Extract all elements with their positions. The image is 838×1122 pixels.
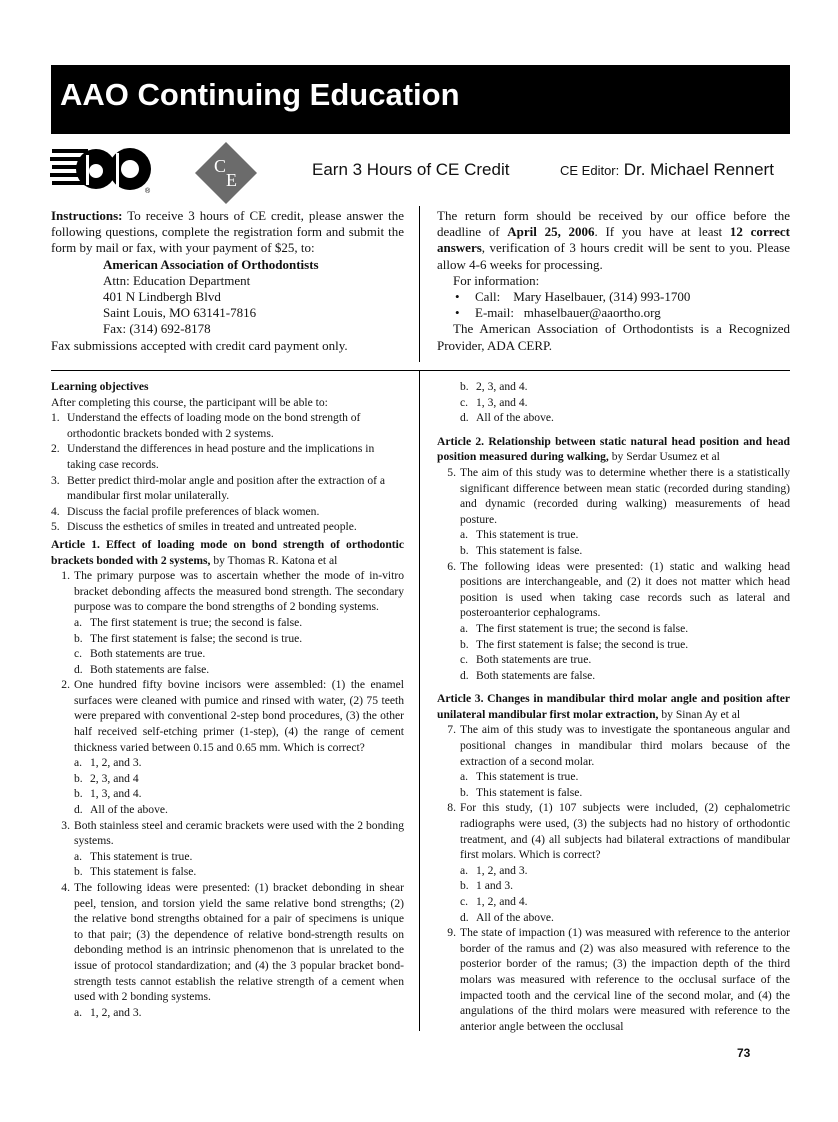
question-6 [437, 559, 790, 684]
street-line: 401 N Lindbergh Blvd [103, 289, 221, 305]
answer-option [51, 646, 404, 662]
answer-option [437, 863, 790, 879]
option-letter: b. [74, 771, 83, 785]
option-letter: b. [460, 637, 469, 651]
body-column-divider [419, 371, 420, 1031]
column-divider [419, 206, 420, 362]
objectives-list [51, 410, 404, 535]
option-letter: a. [460, 528, 469, 542]
option-text: The first statement is true; the second is false. [90, 615, 303, 629]
option-letter: d. [74, 662, 83, 676]
answer-option [437, 785, 790, 801]
option-letter: c. [460, 895, 469, 908]
objectives-heading: Learning objectives [51, 380, 149, 393]
instructions-lead: Instructions: [51, 208, 123, 223]
question-4-continued [437, 379, 790, 426]
option-text: The first statement is false; the second is true. [90, 631, 303, 645]
objective-text: Better predict third-molar angle and position after the extraction of a mandibular first molar unilaterally. [67, 473, 386, 503]
org-name: American Association of Orthodontists [103, 256, 319, 272]
objective-number: 2. [51, 442, 60, 456]
contact-call: • Call: Mary Haselbauer, (314) 993-1700 [437, 289, 790, 305]
article-1-author: by Thomas R. Katona et al [210, 553, 338, 567]
option-letter: a. [460, 770, 469, 784]
option-letter: b. [460, 879, 469, 893]
objective-text: Discuss the esthetics of smiles in treated and untreated people. [67, 520, 357, 534]
option-text: All of the above. [90, 803, 168, 817]
option-text: This statement is false. [90, 865, 197, 879]
return-info-block [437, 208, 790, 354]
ce-logo-icon [193, 140, 259, 206]
objective-item [51, 441, 404, 472]
objective-item [51, 473, 404, 504]
option-text: 2, 3, and 4. [476, 380, 528, 393]
answer-option [437, 543, 790, 559]
objective-text: Understand the effects of loading mode on the bond strength of orthodontic brackets bonded with 2 systems. [67, 411, 361, 440]
question-text: Both stainless steel and ceramic brackets were used with the 2 bonding systems. [74, 818, 404, 848]
option-letter: a. [460, 863, 469, 877]
answer-option [437, 527, 790, 543]
body-right-column [437, 379, 790, 1034]
attn-line: Attn: Education Department [103, 272, 251, 288]
question-number: 9. [447, 926, 456, 940]
objective-number: 1. [51, 411, 60, 425]
fax-line: Fax: (314) 692-8178 [103, 321, 211, 337]
return-text-3: , verification of 3 hours credit will be sent to you. Please allow 4-6 weeks for processing. [437, 240, 790, 272]
option-text: 2, 3, and 4 [90, 771, 139, 785]
question-text: The aim of this study was to determine whether there is a statistically significant difference between mean static (recorded during standing) and dynamic (recorded during walking) measurements of head posture. [460, 465, 790, 526]
article-3-heading [437, 691, 790, 722]
objective-number: 4. [51, 504, 60, 518]
question-text: The aim of this study was to investigate the spontaneous angular and positional changes in mandibular third molars because of the extraction of a second molar. [460, 723, 790, 768]
answer-option [51, 615, 404, 631]
provider-note: The American Association of Orthodontists is a Recognized Provider, ADA CERP. [437, 321, 790, 353]
article-2-title: Article 2. Relationship between static natural head position and head position measured during walking, [437, 434, 790, 464]
earn-credit-heading: Earn 3 Hours of CE Credit [312, 160, 510, 179]
option-letter: c. [460, 653, 469, 667]
option-letter: b. [460, 543, 469, 557]
article-3-title: Article 3. Changes in mandibular third molar angle and position after unilateral mandibular first molar extraction, [437, 692, 790, 721]
answer-option [51, 849, 404, 865]
option-text: 1, 2, and 3. [90, 1005, 142, 1019]
option-letter: b. [460, 380, 469, 393]
answer-option [437, 379, 790, 395]
question-4 [51, 880, 404, 1020]
article-3-author: by Sinan Ay et al [658, 707, 741, 721]
answer-option [51, 662, 404, 678]
option-letter: b. [74, 787, 83, 801]
instructions-text: To receive 3 hours of CE credit, please answer the following questions, complete the registration form and submit the form by mail or fax, with your payment of $25, to: [51, 208, 405, 256]
correct-answers: 12 correct answers [437, 224, 791, 256]
option-text: 1, 3, and 4. [476, 395, 528, 409]
svg-text:®: ® [145, 188, 151, 195]
option-letter: d. [460, 910, 469, 924]
page-number: 73 [737, 1046, 751, 1060]
question-number: 1. [61, 569, 70, 583]
question-number: 6. [447, 559, 456, 573]
article-2-author: by Serdar Usumez et al [608, 450, 720, 464]
option-text: This statement is true. [476, 528, 579, 542]
objective-number: 5. [51, 520, 60, 534]
answer-option [437, 878, 790, 894]
answer-option [51, 771, 404, 787]
instructions-block [51, 208, 404, 354]
header-banner [51, 65, 790, 134]
objectives-intro: After completing this course, the participant will be able to: [51, 395, 328, 409]
question-number: 2. [61, 678, 70, 692]
page-title: AAO Continuing Education [60, 77, 460, 112]
fax-note: Fax submissions accepted with credit card payment only. [51, 337, 348, 353]
option-text: This statement is true. [476, 770, 579, 784]
option-letter: b. [74, 865, 83, 879]
answer-option [51, 802, 404, 818]
answer-option [437, 637, 790, 653]
option-text: 1 and 3. [476, 879, 514, 893]
svg-text:E: E [226, 170, 237, 190]
answer-option [51, 1005, 404, 1021]
option-text: All of the above. [476, 910, 554, 924]
option-letter: b. [74, 631, 83, 645]
option-text: 1, 2, and 4. [476, 895, 528, 908]
article-1-heading [51, 537, 404, 568]
answer-option [51, 864, 404, 880]
option-letter: a. [74, 615, 83, 629]
question-text: The following ideas were presented: (1) static and walking head positions are interchangeable, and (2) it does not matter which head position is used when taking case records such as lateral and posteroanterior cephalograms. [460, 559, 790, 620]
option-text: The first statement is false; the second is true. [476, 637, 689, 651]
option-text: Both statements are false. [90, 662, 210, 676]
contact-email[interactable]: • E-mail: mhaselbauer@aaortho.org [437, 305, 790, 321]
option-text: This statement is true. [90, 849, 193, 863]
option-letter: a. [74, 756, 83, 770]
question-9 [437, 925, 790, 1034]
question-8 [437, 800, 790, 925]
objective-item [51, 410, 404, 441]
article-1-title: Article 1. Effect of loading mode on bond strength of orthodontic brackets bonded with 2 systems, [51, 537, 404, 567]
option-text: This statement is false. [476, 785, 583, 799]
objective-text: Understand the differences in head posture and the implications in taking case records. [67, 442, 375, 471]
article-2-heading [437, 434, 790, 465]
option-letter: a. [74, 1005, 83, 1019]
option-letter: d. [460, 411, 469, 425]
editor-name: Dr. Michael Rennert [623, 160, 774, 179]
body-left-column [51, 379, 404, 1020]
question-text: For this study, (1) 107 subjects were included, (2) cephalometric radiographs were used, (3) the subjects had no history of orthodontic treatment, and (4) all subjects had bilateral extractions of mandibular first molars. Which is correct? [460, 801, 790, 862]
question-text: One hundred fifty bovine incisors were assembled: (1) the enamel surfaces were cleaned with pumice and rinsed with water, (2) 75 teeth were prepared with conventional 2-step bond procedures, (3) the other half received self-etching primer (1-step), (4) the range of cement thickness varied between 0.15 and 0.65 mm. Which is correct? [74, 678, 404, 754]
objective-text: Discuss the facial profile preferences of black women. [67, 504, 320, 518]
svg-text:C: C [214, 156, 227, 176]
answer-option [437, 395, 790, 411]
question-3 [51, 818, 404, 880]
question-number: 7. [447, 723, 456, 737]
answer-option [51, 631, 404, 647]
objective-number: 3. [51, 473, 60, 487]
answer-option [437, 769, 790, 785]
option-text: 1, 3, and 4. [90, 787, 142, 801]
option-letter: a. [460, 621, 469, 635]
question-number: 4. [61, 881, 70, 894]
option-text: Both statements are false. [476, 668, 596, 682]
aao-logo-icon [50, 145, 160, 195]
question-number: 8. [447, 801, 456, 815]
option-letter: d. [460, 668, 469, 682]
ce-editor [560, 160, 774, 180]
option-text: This statement is false. [476, 543, 583, 557]
question-2 [51, 677, 404, 817]
option-text: The first statement is true; the second is false. [476, 621, 689, 635]
answer-option [437, 621, 790, 637]
question-text: The following ideas were presented: (1) bracket debonding in shear peel, tension, and torsion yield the same relative bond strengths; (2) the relative bond strengths obtained for a pair of specimens is unique to that pair; (3) the dependence of relative bond-strength results on debonding method is an intrinsic phenomenon that is unrelated to the issue of protocol standardization; and (4) the 3 popular bracket bond-strength tests cannot establish the relative strength of a cement when used with 2 bonding systems. [74, 881, 404, 1004]
question-number: 5. [447, 465, 456, 479]
option-text: 1, 2, and 3. [476, 863, 528, 877]
option-letter: b. [460, 785, 469, 799]
answer-option [437, 894, 790, 910]
deadline: April 25, 2006 [507, 224, 595, 240]
question-number: 3. [61, 818, 70, 832]
answer-option [51, 755, 404, 771]
answer-option [437, 668, 790, 684]
answer-option [437, 910, 790, 926]
option-text: Both statements are true. [90, 647, 206, 661]
option-text: 1, 2, and 3. [90, 756, 142, 770]
answer-option [437, 410, 790, 426]
section-divider [51, 370, 790, 371]
option-text: Both statements are true. [476, 653, 592, 667]
question-5 [437, 465, 790, 559]
return-text-2: . If you have at least [594, 224, 723, 240]
question-text: The state of impaction (1) was measured with reference to the anterior border of the ramus and (2) was also measured with reference to the posterior border of the ramus; (3) the impaction depth of the third molars was measured with reference to the occlusal surface of the impacted tooth and the cervical line of the second molar, and (4) the angulations of the third molars were measured with reference to the anterior angle between the occlusal [460, 926, 790, 1033]
for-info: For information: [453, 272, 540, 288]
option-letter: c. [74, 647, 83, 661]
editor-label: CE Editor: [560, 163, 620, 178]
answer-option [437, 652, 790, 668]
option-letter: d. [74, 803, 83, 817]
objective-item [51, 519, 404, 535]
objective-item [51, 504, 404, 520]
option-text: All of the above. [476, 411, 554, 425]
answer-option [51, 786, 404, 802]
return-text: The return form should be received by our office before the deadline of [437, 208, 790, 240]
question-1 [51, 568, 404, 677]
option-letter: c. [460, 395, 469, 409]
option-letter: a. [74, 849, 83, 863]
city-line: Saint Louis, MO 63141-7816 [103, 305, 257, 321]
question-text: The primary purpose was to ascertain whether the mode of in-vitro bracket debonding affects the measured bond strength. The secondary purpose was to compare the bond strengths of 2 bonding systems. [74, 569, 404, 614]
question-7 [437, 722, 790, 800]
